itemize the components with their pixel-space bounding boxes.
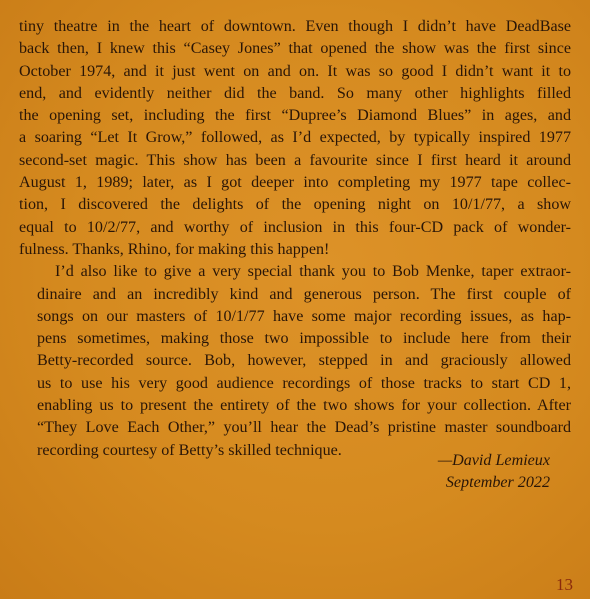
text-line: a soaring “Let It Grow,” followed, as I’d expected, by typically inspired 1977 — [19, 129, 571, 147]
text-line: end, and evidently neither did the band. So many other highlights filled — [19, 84, 571, 102]
text-line: August 1, 1989; later, as I got deeper into completing my 1977 tape collec- — [19, 174, 571, 192]
paragraph-2 — [19, 261, 571, 462]
signature-author: —David Lemieux — [437, 452, 550, 469]
text-line: second-set magic. This show has been a favourite since I first heard it around — [19, 151, 571, 169]
text-line: us to use his very good audience recordings of those tracks to start CD 1, — [37, 374, 571, 392]
text-line: pens sometimes, making those two impossible to include here from their — [37, 330, 571, 348]
text-line: recording courtesy of Betty’s skilled technique. — [37, 441, 342, 459]
signature-block — [438, 450, 550, 495]
text-line: “They Love Each Other,” you’ll hear the Dead’s pristine master soundboard — [37, 419, 571, 437]
text-line: enabling us to present the entirety of the two shows for your collection. After — [37, 397, 571, 415]
text-line: songs on our masters of 10/1/77 have some major recording issues, as hap- — [37, 307, 571, 325]
signature-date: September 2022 — [445, 474, 550, 492]
text-line: back then, I knew this “Casey Jones” that opened the show was the first since — [19, 40, 571, 58]
body-text — [19, 16, 571, 462]
text-line: the opening set, including the first “Dupree’s Diamond Blues” in ages, and — [19, 107, 571, 125]
page-number: 13 — [556, 575, 573, 594]
text-line: tiny theatre in the heart of downtown. Even though I didn’t have DeadBase — [19, 18, 571, 35]
text-line: Betty-recorded source. Bob, however, stepped in and graciously allowed — [37, 352, 571, 370]
text-line: October 1974, and it just went on and on. It was so good I didn’t want it to — [19, 62, 571, 80]
text-line: dinaire and an incredibly kind and generous person. The first couple of — [37, 285, 571, 303]
text-line: I’d also like to give a very special thank you to Bob Menke, taper extraor- — [55, 263, 571, 281]
text-line: tion, I discovered the delights of the opening night on 10/1/77, a show — [19, 196, 571, 214]
paragraph-1 — [19, 16, 571, 261]
text-line: fulness. Thanks, Rhino, for making this happen! — [19, 240, 330, 258]
text-line: equal to 10/2/77, and worthy of inclusion in this four-CD pack of wonder- — [19, 218, 571, 236]
